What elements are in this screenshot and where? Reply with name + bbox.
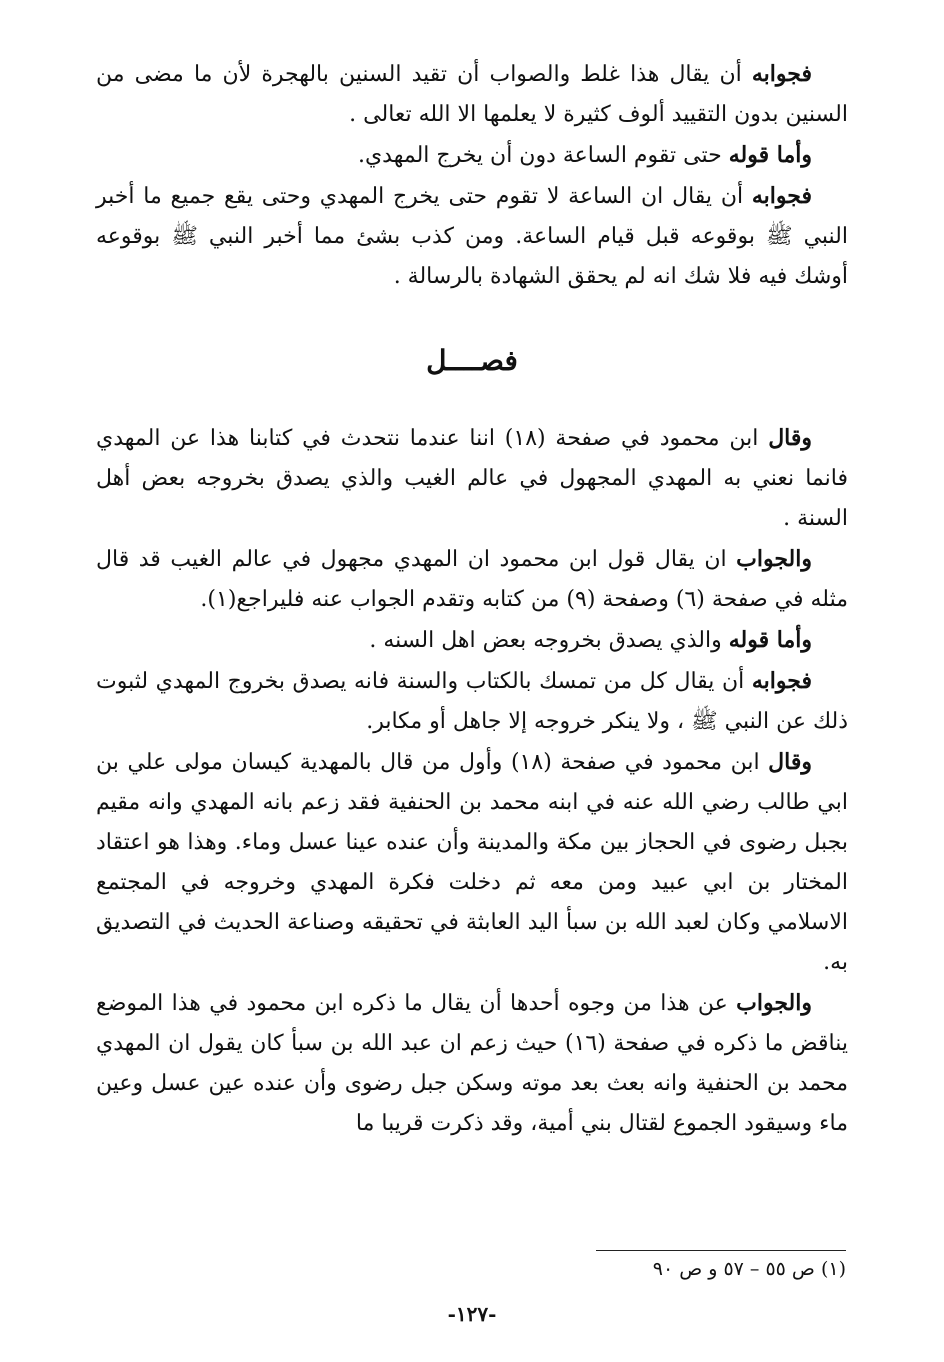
paragraph-quote-unknown-mahdi <box>96 418 848 539</box>
paragraph-text: ابن محمود في صفحة (١٨) اننا عندما نتحدث في كتابنا هذا عن المهدي فانما نعني به المهدي المجهول في عالم الغيب والذي يصدق بخروجه بعض أهل السنة . <box>96 426 848 531</box>
paragraph-answer-kaysan <box>96 983 848 1144</box>
paragraph-answer-hijri <box>96 54 848 135</box>
paragraph-lead: وأما قوله <box>728 627 812 653</box>
paragraph-answer-hour <box>96 176 848 297</box>
paragraph-answer-some-sunnis <box>96 661 848 742</box>
paragraph-lead: والجواب <box>736 546 812 572</box>
paragraph-text: حتى تقوم الساعة دون أن يخرج المهدي. <box>357 143 729 168</box>
paragraph-lead: وقال <box>768 425 813 451</box>
paragraph-text: ابن محمود في صفحة (١٨) وأول من قال بالمهدية كيسان مولى علي بن ابي طالب رضي الله عنه في ابنه محمد بن الحنفية فقد زعم بانه المهدي وانه مقيم بجبل رضوى في الحجاز بين مكة والمدينة وأن عنده عينا عسل وماء. وهذا هو اعتقاد المختار بن ابي عبيد ومن معه ثم دخلت فكرة المهدي وخروجه في المجتمع الاسلامي وكان لعبد الله بن سبأ اليد العابثة في تحقيقه وصناعة الحديث في التصديق به. <box>96 750 848 975</box>
page-number: -١٢٧- <box>447 1302 497 1326</box>
footnote-divider <box>596 1250 846 1251</box>
paragraph-quote-some-sunnis <box>96 620 848 661</box>
upper-text-block <box>96 54 848 297</box>
paragraph-text: ان يقال قول ابن محمود ان المهدي مجهول في عالم الغيب قد قال مثله في صفحة (٦) وصفحة (٩) من كتابه وتقدم الجواب عنه فليراجع(١). <box>96 547 848 612</box>
paragraph-lead: وقال <box>768 749 812 775</box>
paragraph-quote-hour <box>96 135 848 176</box>
paragraph-lead: وأما قوله <box>728 142 812 168</box>
paragraph-text: أن يقال ان الساعة لا تقوم حتى يخرج المهدي وحتى يقع جميع ما أخبر النبي ﷺ بوقوعه قبل قيام الساعة. ومن كذب بشئ مما أخبر النبي ﷺ بوقوعه أوشك فيه فلا شك انه لم يحقق الشهادة بالرسالة . <box>96 184 849 289</box>
section-heading: فصــــل <box>426 344 518 377</box>
paragraph-lead: والجواب <box>736 990 812 1016</box>
paragraph-text: أن يقال كل من تمسك بالكتاب والسنة فانه يصدق بخروج المهدي لثبوت ذلك عن النبي ﷺ ، ولا ينكر خروجه إلا جاهل أو مكابر. <box>96 669 848 734</box>
paragraph-lead: فجوابه <box>751 668 812 694</box>
footnote: (١) ص ٥٥ – ٥٧ و ص ٩٠ <box>652 1258 846 1280</box>
paragraph-text: عن هذا من وجوه أحدها أن يقال ما ذكره ابن محمود في هذا الموضع يناقض ما ذكره في صفحة (١٦) حيث زعم ان عبد الله بن سبأ كان يقول ان المهدي محمد بن الحنفية وانه بعث بعد موته وسكن جبل رضوى وأن عنده عين عسل وعين ماء وسيقود الجموع لقتال بني أمية، وقد ذكرت قريبا ما <box>96 991 848 1136</box>
paragraph-answer-unknown-mahdi <box>96 539 848 620</box>
paragraph-text: أن يقال هذا غلط والصواب أن تقيد السنين بالهجرة لأن ما مضى من السنين بدون التقييد ألوف كثيرة لا يعلمها الا الله تعالى . <box>96 62 848 127</box>
paragraph-quote-kaysan <box>96 742 848 983</box>
paragraph-lead: فجوابه <box>751 183 812 209</box>
lower-text-block <box>96 418 848 1144</box>
paragraph-text: والذي يصدق بخروجه بعض اهل السنه . <box>369 628 729 653</box>
paragraph-lead: فجوابه <box>751 61 812 87</box>
